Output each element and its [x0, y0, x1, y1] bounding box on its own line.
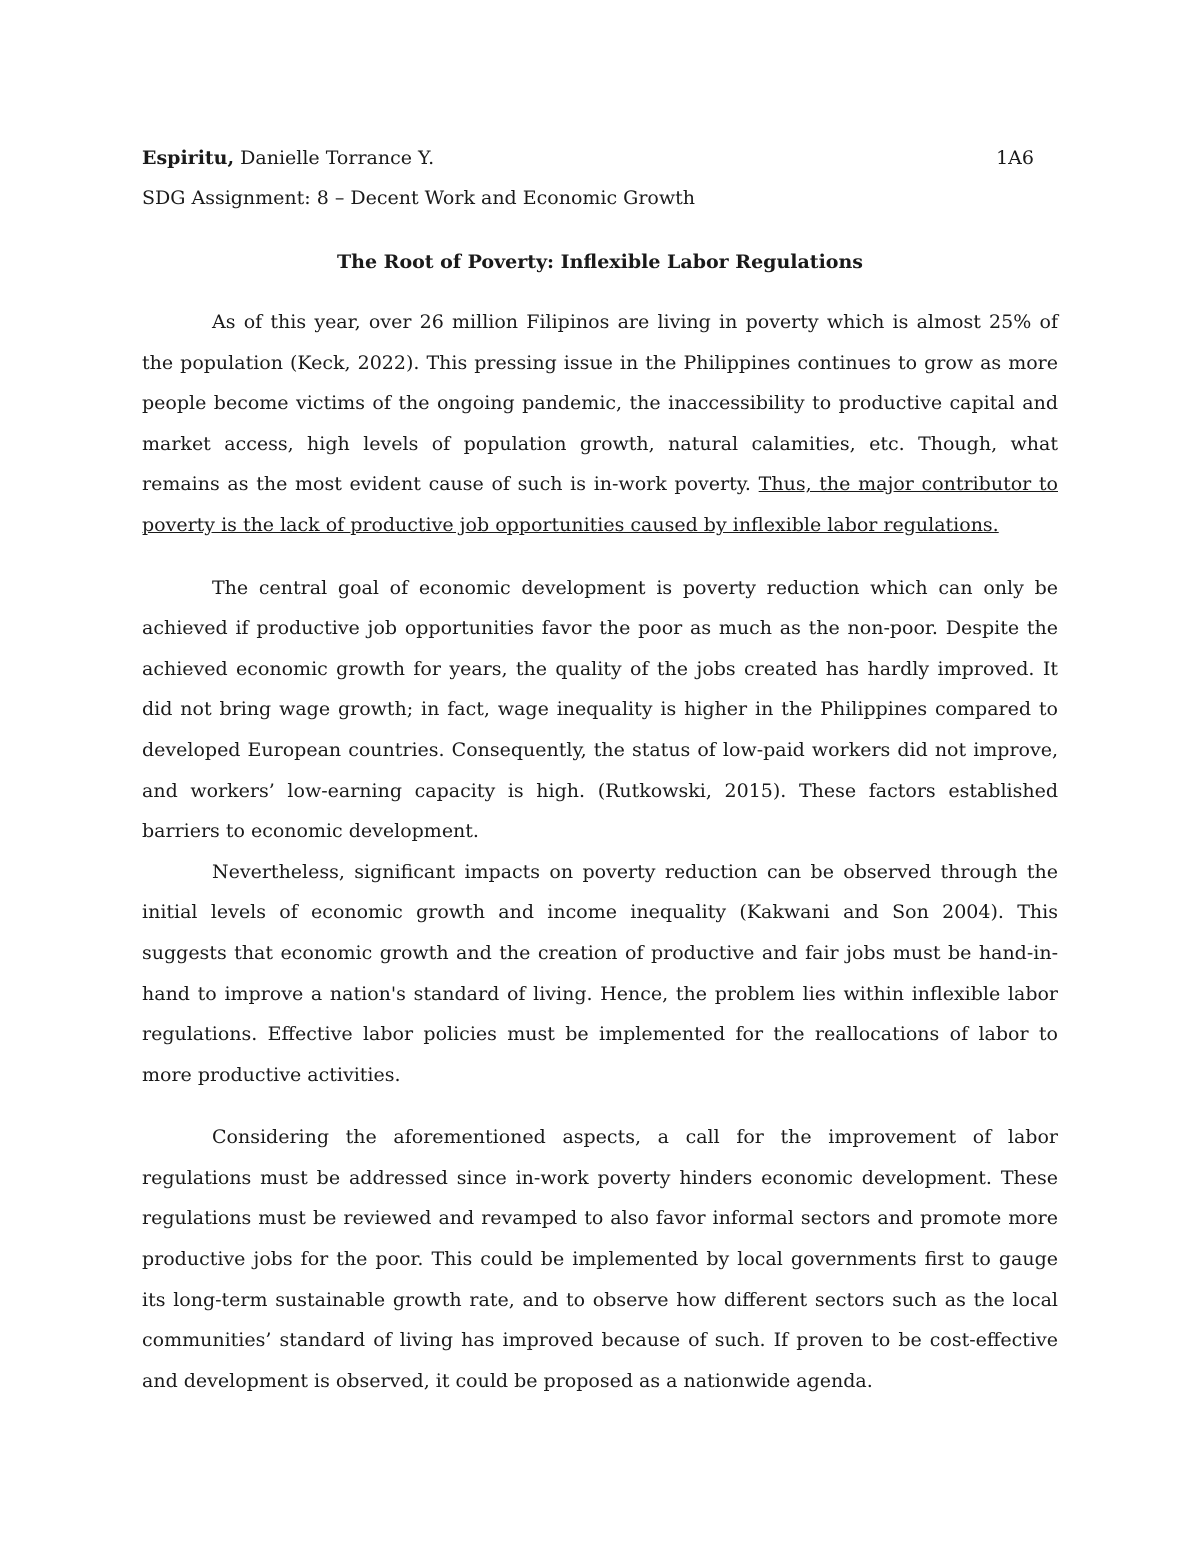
paragraph-1 — [142, 302, 1058, 546]
author-surname: Espiritu, — [142, 147, 235, 169]
document-body — [142, 138, 1058, 1401]
author-given-names: Danielle Torrance Y. — [234, 147, 435, 169]
author-name — [142, 138, 434, 178]
thesis-statement: Thus, the major contributor to poverty is the lack of productive job opportunities caused by inflexible labor regulations. — [142, 473, 1058, 536]
paragraph-3: Nevertheless, significant impacts on poverty reduction can be observed through the initial levels of economic growth and income inequality (Kakwani and Son 2004). This suggests that economic growth and the creation of productive and fair jobs must be hand-in-hand to improve a nation's standard of living. Hence, the problem lies within inflexible labor regulations. Effective labor policies must be implemented for the reallocations of labor to more productive activities. — [142, 860, 1058, 1086]
assignment-line: SDG Assignment: 8 – Decent Work and Economic Growth — [142, 187, 695, 209]
paragraph-1-text: As of this year, over 26 million Filipinos are living in poverty which is almost 25% of the population (Keck, 2022). This pressing issue in the Philippines continues to grow as more people become victims of the ongoing pandemic, the inaccessibility to productive capital and market access, high levels of population growth, natural calamities, etc. Though, what remains as the most evident cause of such is in-work poverty. — [142, 311, 1058, 496]
paragraph-2: The central goal of economic development is poverty reduction which can only be achieved if productive job opportunities favor the poor as much as the non-poor. Despite the achieved economic growth for years, the quality of the jobs created has hardly improved. It did not bring wage growth; in fact, wage inequality is higher in the Philippines compared to developed European countries. Consequently, the status of low-paid workers did not improve, and workers’ low-earning capacity is high. (Rutkowski, 2015). These factors established barriers to economic development. — [142, 576, 1058, 843]
paragraph-4: Considering the aforementioned aspects, a call for the improvement of labor regulations must be addressed since in-work poverty hinders economic development. These regulations must be reviewed and revamped to also favor informal sectors and promote more productive jobs for the poor. This could be implemented by local governments first to gauge its long-term sustainable growth rate, and to observe how different sectors such as the local communities’ standard of living has improved because of such. If proven to be cost-effective and development is observed, it could be proposed as a nationwide agenda. — [142, 1126, 1058, 1392]
author-line — [142, 138, 1058, 178]
essay-title: The Root of Poverty: Inflexible Labor Regulations — [337, 251, 863, 273]
class-section: 1A6 — [996, 147, 1034, 169]
